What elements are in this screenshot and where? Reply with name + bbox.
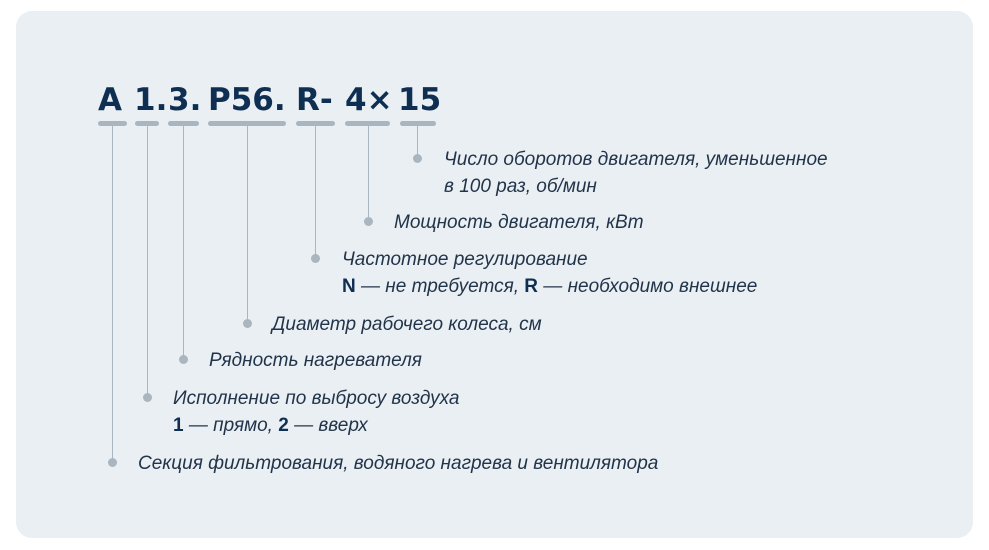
option-key-2: 2 [278,415,289,436]
code-segment-frequency: R- [296,82,333,118]
option-key-r: R [524,276,539,297]
label-rpm-line1: Число оборотов двигателя, уменьшенное [444,149,828,170]
option-text-n: — не требуется, [355,276,525,297]
option-text-1: — прямо, [183,415,279,436]
label-power [394,209,644,236]
label-diameter [272,311,542,338]
label-rpm [444,146,828,200]
option-key-1: 1 [173,415,184,436]
code-segment-a: A [98,82,122,118]
label-diameter-line1: Диаметр рабочего колеса, см [272,314,542,335]
connector-dot-power [364,217,373,226]
segment-underline-rpm [400,121,436,126]
label-discharge-line1: Исполнение по выбросу воздуха [173,388,460,409]
code-segment-rows: 3. [168,82,202,118]
code-segment-execution: 1. [134,82,168,118]
connector-line-diameter [247,126,248,323]
connector-line-frequency [315,126,316,258]
label-discharge-options [173,412,460,439]
label-heater-rows-line1: Рядность нагревателя [209,350,422,371]
option-text-2: — вверх [288,415,368,436]
label-frequency-options [342,273,757,300]
connector-line-heater-rows [183,126,184,359]
label-discharge [173,385,460,439]
label-frequency-line1: Частотное регулирование [342,249,588,270]
label-rpm-line2: в 100 раз, об/мин [444,176,597,197]
connector-dot-frequency [311,254,320,263]
label-heater-rows [209,347,422,374]
option-text-r: — необходимо внешнее [538,276,758,297]
label-section [138,450,658,477]
connector-dot-rpm [413,154,422,163]
code-segment-diameter: P56. [208,82,286,118]
connector-dot-section [108,458,117,467]
label-frequency [342,246,757,300]
connector-line-section [112,126,113,462]
label-power-line1: Мощность двигателя, кВт [394,212,644,233]
connector-line-discharge [147,126,148,397]
connector-dot-diameter [243,319,252,328]
label-section-line1: Секция фильтрования, водяного нагрева и вентилятора [138,453,659,474]
connector-line-power [368,126,369,221]
connector-dot-heater-rows [179,355,188,364]
code-segment-power: 4× [345,82,393,118]
connector-dot-discharge [143,393,152,402]
option-key-n: N [342,276,356,297]
code-segment-rpm: 15 [398,82,442,118]
